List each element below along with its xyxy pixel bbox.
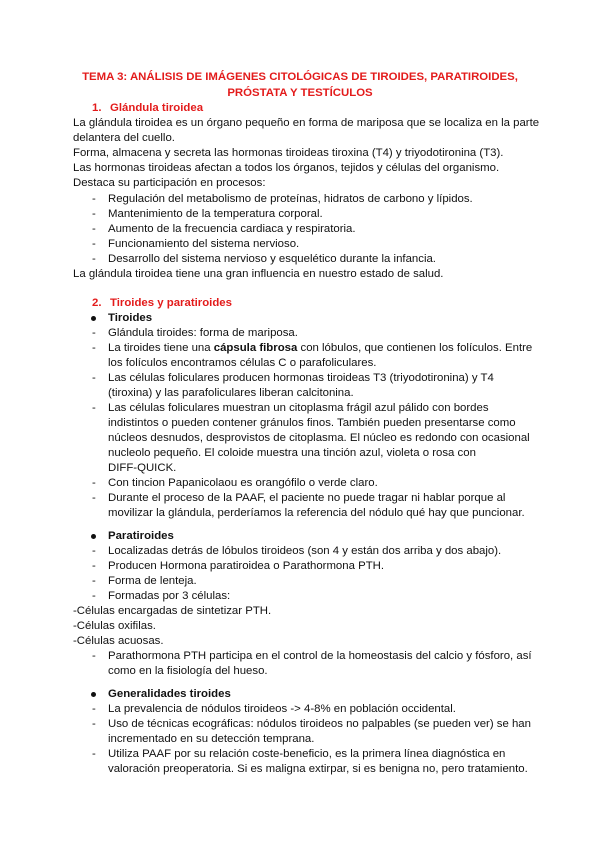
list-item: La prevalencia de nódulos tiroideos -> 4-8% en población occidental. [108,703,456,715]
dash-marker: - [92,238,96,250]
dash-marker: - [92,575,96,587]
dash-marker: - [92,342,96,354]
bullet-dot [91,316,96,321]
list-item-cont: (tiroxina) y las parafoliculares liberan calcitonina. [108,387,354,399]
dash-marker: - [92,193,96,205]
dash-marker: - [92,560,96,572]
dash-marker: - [92,703,96,715]
dash-marker: - [92,590,96,602]
list-item: Aumento de la frecuencia cardiaca y respiratoria. [108,223,356,235]
list-item: Regulación del metabolismo de proteínas, hidratos de carbono y lípidos. [108,193,473,205]
document-title [60,69,540,101]
generalidades-heading: Generalidades tiroides [108,688,231,700]
list-item-cont: indistintos o pueden contener gránulos finos. También pueden presentarse como [108,417,516,429]
cell-type-line: -Células acuosas. [73,635,164,647]
section-1-heading: Glándula tiroidea [110,102,204,114]
dash-marker: - [92,477,96,489]
dash-marker: - [92,327,96,339]
list-item: Con tincion Papanicolaou es orangófilo o verde claro. [108,477,378,489]
title-line-1: TEMA 3: ANÁLISIS DE IMÁGENES CITOLÓGICAS DE TIROIDES, PARATIROIDES, [82,71,518,83]
list-item-cont: como en la fisiología del hueso. [108,665,268,677]
bullet-dot [91,534,96,539]
cell-type-line: -Células oxifilas. [73,620,156,632]
dash-marker: - [92,650,96,662]
list-item: Formadas por 3 células: [108,590,231,602]
title-line-2: PRÓSTATA Y TESTÍCULOS [227,87,373,99]
text-run: con lóbulos, que contienen los folículos. Entre [297,342,533,354]
list-item-cont: valoración preoperatoria. Si es maligna extirpar, si es benigna no, pero tratamiento. [108,763,528,775]
list-item-cont: nucleolo pequeño. El coloide muestra una tinción azul, violeta o rosa con [108,447,476,459]
dash-marker: - [92,402,96,414]
section-1-number: 1. [92,102,102,114]
section-2-heading: Tiroides y paratiroides [110,297,232,309]
bullet-dot [91,692,96,697]
intro-line: Destaca su participación en procesos: [73,177,266,189]
dash-marker: - [92,718,96,730]
cell-type-line: -Células encargadas de sintetizar PTH. [73,605,272,617]
dash-marker: - [92,208,96,220]
paratiroides-heading: Paratiroides [108,530,174,542]
dash-marker: - [92,372,96,384]
list-item [108,341,532,356]
dash-marker: - [92,545,96,557]
section-2-number: 2. [92,297,102,309]
intro-line: Las hormonas tiroideas afectan a todos los órganos, tejidos y células del organismo. [73,162,500,174]
intro-line: Forma, almacena y secreta las hormonas tiroideas tiroxina (T4) y triyodotironina (T3). [73,147,504,159]
list-item: Las células foliculares producen hormonas tiroideas T3 (triyodotironina) y T4 [108,372,494,384]
tiroides-heading: Tiroides [108,312,153,324]
list-item-cont: núcleos desnudos, desprovistos de citoplasma. El núcleo es redondo con ocasional [108,432,530,444]
intro-line: delantera del cuello. [73,132,175,144]
list-item: Localizadas detrás de lóbulos tiroideos (son 4 y están dos arriba y dos abajo). [108,545,502,557]
list-item: Parathormona PTH participa en el control de la homeostasis del calcio y fósforo, así [108,650,532,662]
dash-marker: - [92,253,96,265]
list-item: Durante el proceso de la PAAF, el paciente no puede tragar ni hablar porque al [108,492,506,504]
list-item: Glándula tiroides: forma de mariposa. [108,327,298,339]
closing-line: La glándula tiroidea tiene una gran influencia en nuestro estado de salud. [73,268,444,280]
list-item: Uso de técnicas ecográficas: nódulos tiroideos no palpables (se pueden ver) se han [108,718,531,730]
list-item-cont: los folículos encontramos células C o parafoliculares. [108,357,377,369]
list-item-cont: DIFF-QUICK. [108,462,177,474]
list-item: Mantenimiento de la temperatura corporal. [108,208,323,220]
dash-marker: - [92,223,96,235]
list-item: Desarrollo del sistema nervioso y esquelético durante la infancia. [108,253,436,265]
dash-marker: - [92,492,96,504]
list-item-cont: movilizar la glándula, perderíamos la referencia del nódulo qué hay que puncionar. [108,507,525,519]
list-item-cont: incrementado en su detección temprana. [108,733,315,745]
dash-marker: - [92,748,96,760]
text-run: La tiroides tiene una [108,342,214,354]
list-item: Funcionamiento del sistema nervioso. [108,238,300,250]
list-item: Forma de lenteja. [108,575,197,587]
list-item: Producen Hormona paratiroidea o Parathormona PTH. [108,560,385,572]
list-item: Utiliza PAAF por su relación coste-beneficio, es la primera línea diagnóstica en [108,748,506,760]
list-item: Las células foliculares muestran un citoplasma frágil azul pálido con bordes [108,402,489,414]
bold-term: cápsula fibrosa [213,342,298,354]
intro-line: La glándula tiroidea es un órgano pequeño en forma de mariposa que se localiza en la parte [73,117,540,129]
